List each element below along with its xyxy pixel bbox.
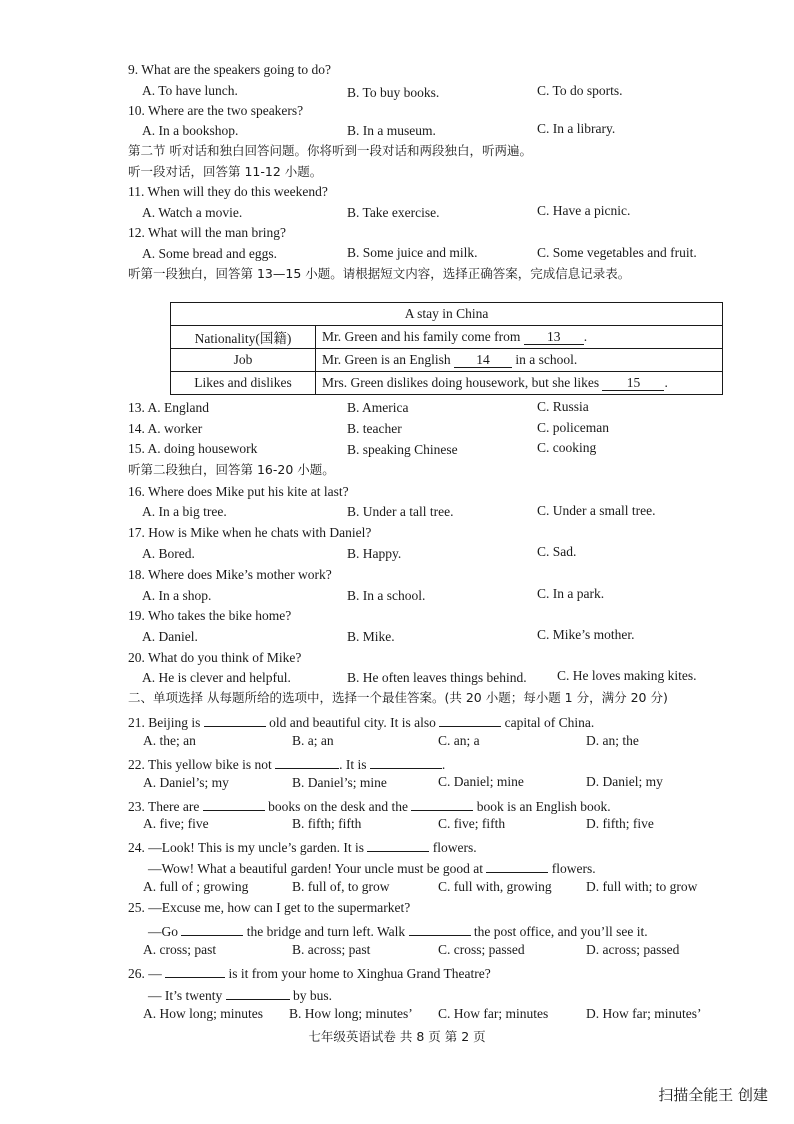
q18-option-b: B. In a school. <box>347 588 426 603</box>
q22-text-3: . <box>441 757 446 772</box>
q23-option-c: C. five; fifth <box>438 816 506 831</box>
section-2-header: 第二节 听对话和独白回答问题。你将听到一段对话和两段独白，听两遍。 <box>128 143 532 158</box>
q25-option-b: B. across; past <box>292 942 371 957</box>
q23-text-3: book is an English book. <box>476 799 611 814</box>
q24-option-a: A. full of ; growing <box>143 879 249 894</box>
question-25: 25. —Excuse me, how can I get to the supermarket? <box>128 900 411 915</box>
row-text: Mrs. Green dislikes doing housework, but she likes <box>322 375 600 390</box>
q10-option-a: A. In a bookshop. <box>142 123 239 138</box>
q13-option-a: 13. A. England <box>128 400 209 415</box>
q9-option-c: C. To do sports. <box>537 83 623 98</box>
q11-option-c: C. Have a picnic. <box>537 203 631 218</box>
row-content <box>316 326 723 349</box>
q26-text-3: — It’s twenty <box>148 988 223 1003</box>
row-content <box>316 372 723 395</box>
q16-option-b: B. Under a tall tree. <box>347 504 454 519</box>
question-16: 16. Where does Mike put his kite at last? <box>128 484 349 499</box>
row-text-end: . <box>583 329 588 344</box>
question-23 <box>128 796 611 815</box>
question-11: 11. When will they do this weekend? <box>128 184 328 199</box>
q20-option-a: A. He is clever and helpful. <box>142 670 291 685</box>
question-18: 18. Where does Mike’s mother work? <box>128 567 332 582</box>
monologue-2-instruction: 听第二段独白，回答第 16-20 小题。 <box>128 462 335 477</box>
q17-option-a: A. Bored. <box>142 546 195 561</box>
q26-option-c: C. How far; minutes <box>438 1006 549 1021</box>
table-title: A stay in China <box>171 303 723 326</box>
question-24-line-2 <box>148 858 596 877</box>
q21-option-a: A. the; an <box>143 733 196 748</box>
q15-option-a: 15. A. doing housework <box>128 441 258 456</box>
q22-text-1: 22. This yellow bike is not <box>128 757 272 772</box>
question-25-line-2 <box>148 921 648 940</box>
q24-text-4: flowers. <box>551 861 596 876</box>
part-2-header: 二、单项选择 从每题所给的选项中，选择一个最佳答案。(共 20 小题；每小题 1 分，满分 20 分) <box>128 690 668 705</box>
q15-option-b: B. speaking Chinese <box>347 442 458 457</box>
q12-option-a: A. Some bread and eggs. <box>142 246 277 261</box>
q26-text-2: is it from your home to Xinghua Grand Theatre? <box>228 966 491 981</box>
q23-option-b: B. fifth; fifth <box>292 816 362 831</box>
q17-option-b: B. Happy. <box>347 546 402 561</box>
q20-option-b: B. He often leaves things behind. <box>347 670 527 685</box>
q18-option-a: A. In a shop. <box>142 588 212 603</box>
blank-15[interactable]: 15 <box>602 376 664 391</box>
page-footer: 七年级英语试卷 共 8 页 第 2 页 <box>308 1029 486 1044</box>
q25-text-2: the bridge and turn left. Walk <box>246 924 406 939</box>
q13-option-b: B. America <box>347 400 409 415</box>
q19-option-a: A. Daniel. <box>142 629 198 644</box>
row-text-end: . <box>664 375 668 390</box>
q23-option-d: D. fifth; five <box>586 816 654 831</box>
q24-text-3: —Wow! What a beautiful garden! Your uncle must be good at <box>148 861 483 876</box>
q10-option-b: B. In a museum. <box>347 123 436 138</box>
q9-option-a: A. To have lunch. <box>142 83 238 98</box>
info-table <box>170 302 723 395</box>
q18-option-c: C. In a park. <box>537 586 605 601</box>
q24-text-2: flowers. <box>432 840 477 855</box>
question-24 <box>128 837 477 856</box>
q21-option-d: D. an; the <box>586 733 639 748</box>
q23-blank-1[interactable] <box>203 796 265 811</box>
q25-option-d: D. across; passed <box>586 942 680 957</box>
q14-option-b: B. teacher <box>347 421 402 436</box>
q14-option-c: C. policeman <box>537 420 609 435</box>
q17-option-c: C. Sad. <box>537 544 577 559</box>
q9-option-b: B. To buy books. <box>347 85 440 100</box>
q22-option-b: B. Daniel’s; mine <box>292 775 387 790</box>
q22-blank-2[interactable] <box>370 754 442 769</box>
q11-option-b: B. Take exercise. <box>347 205 440 220</box>
q22-option-d: D. Daniel; my <box>586 774 663 789</box>
row-text: Mr. Green and his family come from <box>322 329 521 344</box>
q24-blank-2[interactable] <box>486 858 548 873</box>
blank-14[interactable]: 14 <box>454 353 512 368</box>
question-10: 10. Where are the two speakers? <box>128 103 304 118</box>
q20-option-c: C. He loves making kites. <box>557 668 697 683</box>
q21-blank-2[interactable] <box>439 712 501 727</box>
q23-option-a: A. five; five <box>143 816 209 831</box>
q11-option-a: A. Watch a movie. <box>142 205 243 220</box>
q26-option-b: B. How long; minutes’ <box>289 1006 413 1021</box>
question-19: 19. Who takes the bike home? <box>128 608 292 623</box>
q21-option-b: B. a; an <box>292 733 334 748</box>
q16-option-c: C. Under a small tree. <box>537 503 656 518</box>
q21-text-1: 21. Beijing is <box>128 715 201 730</box>
row-text-end: in a school. <box>515 352 578 367</box>
question-26-line-2 <box>148 985 332 1004</box>
row-label: Nationality(国籍) <box>171 326 316 349</box>
q26-blank-2[interactable] <box>226 985 290 1000</box>
q23-text-1: 23. There are <box>128 799 200 814</box>
table-row-nationality <box>171 326 723 349</box>
q16-option-a: A. In a big tree. <box>142 504 227 519</box>
dialog-instruction: 听一段对话，回答第 11-12 小题。 <box>128 164 323 179</box>
q25-blank-2[interactable] <box>409 921 471 936</box>
q22-option-a: A. Daniel’s; my <box>143 775 229 790</box>
q10-option-c: C. In a library. <box>537 121 616 136</box>
q26-blank-1[interactable] <box>165 963 225 978</box>
q26-text-1: 26. — <box>128 966 162 981</box>
q23-blank-2[interactable] <box>411 796 473 811</box>
q25-option-a: A. cross; past <box>143 942 217 957</box>
q26-text-4: by bus. <box>293 988 333 1003</box>
q14-option-a: 14. A. worker <box>128 421 203 436</box>
q21-text-2: old and beautiful city. It is also <box>269 715 436 730</box>
q24-text-1: 24. —Look! This is my uncle’s garden. It is <box>128 840 364 855</box>
q24-option-c: C. full with, growing <box>438 879 552 894</box>
question-26 <box>128 963 491 982</box>
q21-text-3: capital of China. <box>504 715 595 730</box>
q26-option-a: A. How long; minutes <box>143 1006 263 1021</box>
q25-blank-1[interactable] <box>181 921 243 936</box>
q22-blank-1[interactable] <box>275 754 339 769</box>
q22-text-2: . It is <box>339 757 367 772</box>
table-row-job <box>171 349 723 372</box>
q13-option-c: C. Russia <box>537 399 589 414</box>
q21-option-c: C. an; a <box>438 733 480 748</box>
scanner-watermark: 扫描全能王 创建 <box>658 1086 768 1104</box>
q15-option-c: C. cooking <box>537 440 597 455</box>
q19-option-c: C. Mike’s mother. <box>537 627 635 642</box>
row-label: Likes and dislikes <box>171 372 316 395</box>
question-9: 9. What are the speakers going to do? <box>128 62 331 77</box>
row-label: Job <box>171 349 316 372</box>
q12-option-b: B. Some juice and milk. <box>347 245 478 260</box>
q12-option-c: C. Some vegetables and fruit. <box>537 245 697 260</box>
q22-option-c: C. Daniel; mine <box>438 774 524 789</box>
blank-13[interactable]: 13 <box>524 330 584 345</box>
q26-option-d: D. How far; minutes’ <box>586 1006 702 1021</box>
q25-text-3: the post office, and you’ll see it. <box>473 924 648 939</box>
question-20: 20. What do you think of Mike? <box>128 650 302 665</box>
q25-option-c: C. cross; passed <box>438 942 525 957</box>
q21-blank-1[interactable] <box>204 712 266 727</box>
question-12: 12. What will the man bring? <box>128 225 286 240</box>
table-row-likes <box>171 372 723 395</box>
row-text: Mr. Green is an English <box>322 352 451 367</box>
q23-text-2: books on the desk and the <box>268 799 408 814</box>
question-21 <box>128 712 594 731</box>
question-22 <box>128 754 445 773</box>
monologue-1-instruction: 听第一段独白，回答第 13—15 小题。请根据短文内容，选择正确答案，完成信息记录表。 <box>128 266 631 281</box>
q24-option-b: B. full of, to grow <box>292 879 390 894</box>
q24-blank-1[interactable] <box>367 837 429 852</box>
q19-option-b: B. Mike. <box>347 629 395 644</box>
q25-text-1: —Go <box>148 924 178 939</box>
q24-option-d: D. full with; to grow <box>586 879 698 894</box>
question-17: 17. How is Mike when he chats with Daniel? <box>128 525 372 540</box>
row-content <box>316 349 723 372</box>
